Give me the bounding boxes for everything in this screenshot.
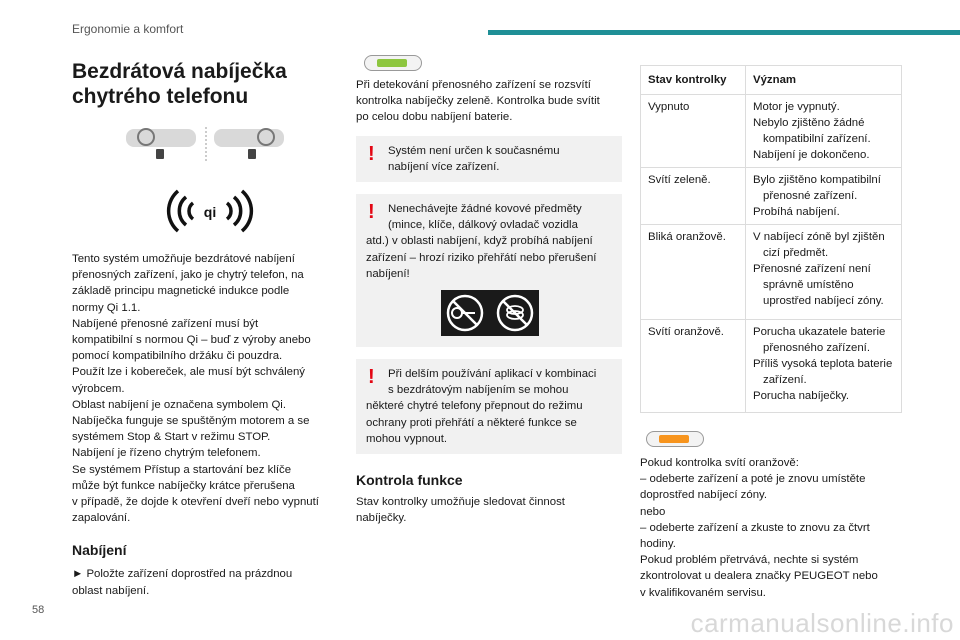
charging-instruction: ► Položte zařízení doprostřed na prázdnou oblast nabíjení. xyxy=(72,568,293,597)
table-row: Svítí zeleně. Bylo zjištěno kompatibilní přenosné zařízení. Probíhá nabíjení. xyxy=(641,168,902,225)
page-title: Bezdrátová nabíječka chytrého telefonu xyxy=(72,60,287,108)
charger-lamp-green xyxy=(364,55,422,71)
warning-box-multiple-devices: ! Systém není určen k současnému nabíjení více zařízení. xyxy=(356,136,622,182)
column-2 xyxy=(356,55,622,526)
function-check-text: Stav kontrolky umožňuje sledovat činnost nabíječky. xyxy=(356,496,565,525)
intro-text: Tento systém umožňuje bezdrátové nabíjení přenosných zařízení, jako je chytrý telefon, na základě principu magnetické indukce podle normy Qi 1.1. Nabíjené přenosné zařízení musí být kompatibilní s normou Qi – buď z výroby anebo pomocí kompatibilního držáku či pouzdra. Použít lze i kobereček, ale musí být schválený výrobcem. Oblast nabíjení je označena symbolem Qi. Nabíječka funguje se spuštěným motorem a se systémem Stop & Start v režimu STOP. Nabíjení je řízeno chytrým telefonem. Se systémem Přístup a startování bez klíče může být funkce nabíječky krátce přerušena v případě, že dojde k otevření dveří nebo vypnutí zapalování. xyxy=(72,253,319,525)
watermark: carmanualsonline.info xyxy=(690,608,954,638)
prohibition-icons xyxy=(366,290,614,336)
column-header-meaning: Význam xyxy=(746,66,902,95)
table-header-row xyxy=(641,66,902,95)
column-3 xyxy=(640,55,902,601)
page-number: 58 xyxy=(32,604,45,616)
column-header-state: Stav kontrolky xyxy=(641,66,746,95)
warning-icon: ! xyxy=(368,142,375,165)
steering-wheel-icon xyxy=(72,123,348,167)
warning-box-metal-objects: ! Nenechávejte žádné kovové předměty (mince, klíče, dálkový ovladač vozidla atd.) v oblasti nabíjení, když probíhá nabíjení zařízení – hrozí riziko přehřátí nebo přerušení nabíjení! xyxy=(356,194,622,347)
detection-text: Při detekování přenosného zařízení se rozsvítí kontrolka nabíječky zeleně. Kontrolka bude svítit po celou dobu nabíjení baterie. xyxy=(356,79,600,124)
header-accent-bar xyxy=(488,30,960,35)
section-header: Ergonomie a komfort xyxy=(72,22,184,36)
dashboard-illustration xyxy=(72,123,348,167)
table-row: Svítí oranžově. Porucha ukazatele baterie přenosného zařízení. Příliš vysoká teplota baterie zařízení. Porucha nabíječky. xyxy=(641,320,902,413)
orange-lamp-instructions: Pokud kontrolka svítí oranžově: – odeberte zařízení a poté je znovu umístěte doprostřed nabíjecí zóny. nebo – odeberte zařízení a zkuste to znovu za čtvrt hodiny. Pokud problém přetrvává, nechte si systém zkontrolovat u dealera značky PEUGEOT nebo v kvalifikovaném servisu. xyxy=(640,457,878,599)
lamp-status-table xyxy=(640,65,902,413)
qi-wireless-charging-icon xyxy=(72,179,348,243)
table-row: Bliká oranžově. V nabíjecí zóně byl zjištěn cizí předmět. Přenosné zařízení není správně umístěno uprostřed nabíjecí zóny. xyxy=(641,225,902,320)
charging-heading: Nabíjení xyxy=(72,542,127,559)
column-1 xyxy=(72,55,348,599)
charger-lamp-orange xyxy=(646,431,704,447)
svg-text:qi: qi xyxy=(203,204,217,220)
warning-box-overheat: ! Při delším používání aplikací v kombinaci s bezdrátovým nabíjením se mohou některé chytré telefony přepnout do režimu ochrany proti přehřátí a některé funkce se mohou vypnout. xyxy=(356,359,622,454)
warning-icon: ! xyxy=(368,366,375,389)
table-row: Vypnuto Motor je vypnutý. Nebylo zjištěno žádné kompatibilní zařízení. Nabíjení je dokončeno. xyxy=(641,95,902,168)
function-check-heading: Kontrola funkce xyxy=(356,472,463,489)
warning-icon: ! xyxy=(368,201,375,224)
